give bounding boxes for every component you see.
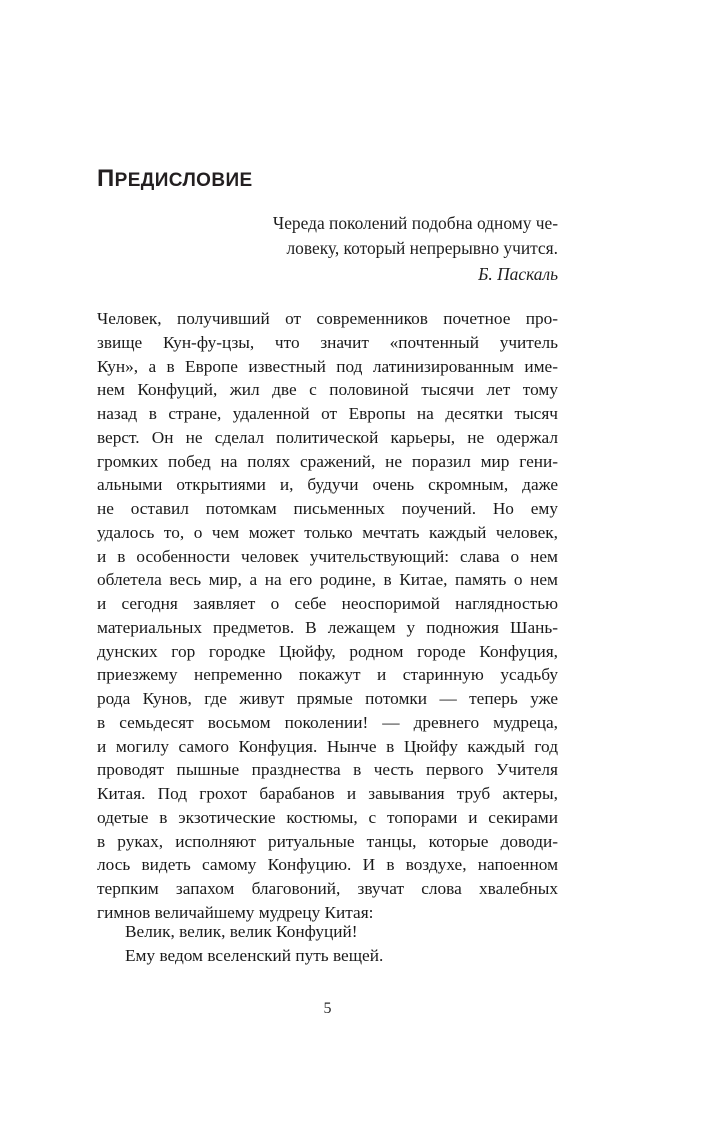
text-line: облетела весь мир, а на его родине, в Китае, память о нем bbox=[97, 570, 558, 590]
text-line: приезжему непременно покажут и старинную усадьбу bbox=[97, 665, 558, 685]
text-line: и могилу самого Конфуция. Нынче в Цюйфу каждый год bbox=[97, 736, 558, 756]
text-line: громких побед на полях сражений, не поразил мир гени- bbox=[97, 451, 558, 471]
verse-line: Ему ведом вселенский путь вещей. bbox=[125, 945, 384, 965]
text-line: одетые в экзотические костюмы, с топорами и секирами bbox=[97, 807, 558, 827]
paragraph bbox=[97, 307, 558, 925]
text-line: лось видеть самому Конфуцию. И в воздухе, напоенном bbox=[97, 855, 558, 875]
text-line: не оставил потомкам письменных поучений. Но ему bbox=[97, 499, 558, 518]
verse-line: Велик, велик, велик Конфуций! bbox=[125, 922, 358, 941]
epigraph-line: ловеку, который непрерывно учится. bbox=[286, 238, 558, 258]
page-title bbox=[97, 165, 558, 193]
body-text bbox=[97, 307, 558, 925]
page-number: 5 bbox=[323, 1000, 332, 1017]
text-line: Человек, получивший от современников почетное про- bbox=[97, 309, 558, 328]
text-line: и в особенности человек учительствующий: слава о нем bbox=[97, 546, 558, 566]
verse-block bbox=[97, 920, 558, 968]
text-line: в руках, исполняют ритуальные танцы, которые доводи- bbox=[97, 831, 558, 851]
text-line: дунских гор городке Цюйфу, родном городе Конфуция, bbox=[97, 641, 558, 661]
text-line: звище Кун-фу-цзы, что значит «почтенный учитель bbox=[97, 332, 558, 352]
page-title-rest: РЕДИСЛОВИЕ bbox=[114, 170, 253, 192]
text-line: гимнов величайшему мудрецу Китая: bbox=[97, 902, 374, 922]
text-line: удалось то, о чем может только мечтать каждый человек, bbox=[97, 522, 558, 542]
epigraph-source: Б. Паскаль bbox=[478, 264, 558, 284]
epigraph bbox=[97, 211, 558, 287]
epigraph-line: Череда поколений подобна одному че- bbox=[272, 213, 558, 233]
text-line: назад в стране, удаленной от Европы на десятки тысяч bbox=[97, 404, 558, 423]
page-title-initial: П bbox=[97, 165, 115, 193]
text-line: нем Конфуций, жил две с половиной тысячи лет тому bbox=[97, 380, 558, 400]
text-line: Кун», а в Европе известный под латинизированным име- bbox=[97, 356, 558, 376]
text-line: проводят пышные празднества в честь первого Учителя bbox=[97, 760, 558, 780]
text-line: терпким запахом благовоний, звучат слова хвалебных bbox=[97, 879, 558, 898]
text-line: рода Кунов, где живут прямые потомки — теперь уже bbox=[97, 689, 558, 708]
text-line: Китая. Под грохот барабанов и завывания труб актеры, bbox=[97, 784, 558, 803]
text-line: верст. Он не сделал политической карьеры, не одержал bbox=[97, 427, 558, 447]
text-line: альными открытиями и, будучи очень скромным, даже bbox=[97, 475, 558, 495]
text-line: и сегодня заявляет о себе неоспоримой наглядностью bbox=[97, 594, 558, 613]
text-line: материальных предметов. В лежащем у подножия Шань- bbox=[97, 617, 558, 637]
text-line: в семьдесят восьмом поколении! — древнего мудреца, bbox=[97, 712, 558, 732]
